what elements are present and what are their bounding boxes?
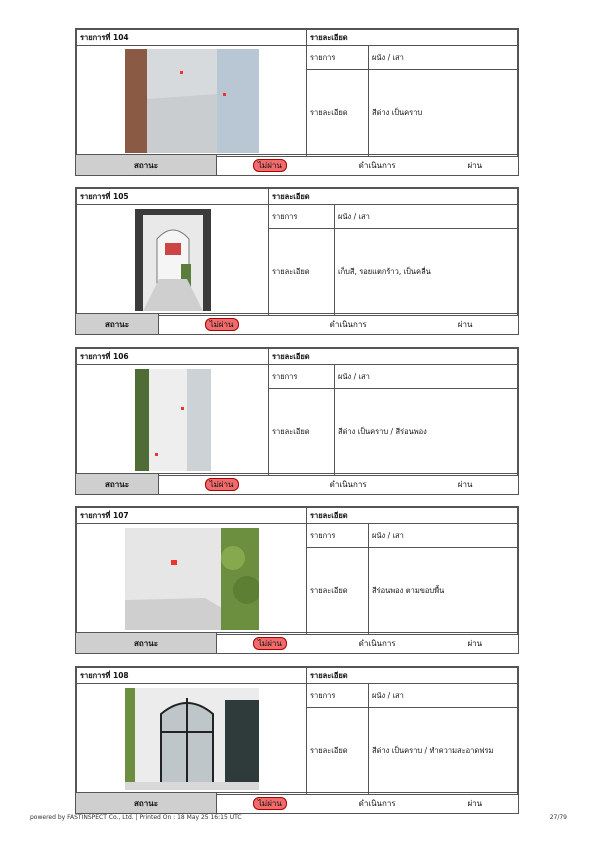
item-label: รายการ bbox=[269, 365, 335, 389]
item-photo[interactable] bbox=[77, 684, 307, 795]
detail-value: สีด่าง เป็นคราบ bbox=[369, 70, 518, 157]
status-label: สถานะ bbox=[76, 633, 217, 653]
detail-value: สีร่อนพอง ตามขอบพื้น bbox=[369, 548, 518, 635]
item-title: รายการที่ 107 bbox=[77, 508, 307, 524]
detail-label: รายละเอียด bbox=[269, 229, 335, 316]
status-label: สถานะ bbox=[76, 155, 217, 175]
item-label: รายการ bbox=[269, 205, 335, 229]
inspection-item-108 bbox=[75, 666, 519, 814]
detail-value: สีด่าง เป็นคราบ / ทำความสะอาดฟรม bbox=[369, 708, 518, 795]
photo-wall-base bbox=[125, 528, 259, 630]
inspection-item-104 bbox=[75, 28, 519, 176]
status-pass-option[interactable]: ผ่าน bbox=[457, 479, 473, 489]
photo-glass-door bbox=[125, 688, 259, 790]
detail-label: รายละเอียด bbox=[307, 70, 369, 157]
photo-column bbox=[135, 369, 211, 471]
status-bar bbox=[76, 473, 518, 494]
item-title: รายการที่ 106 bbox=[77, 349, 269, 365]
status-fail-option[interactable]: ไม่ผ่าน bbox=[253, 637, 287, 650]
detail-header: รายละเอียด bbox=[269, 349, 518, 365]
page-footer: powered by FASTINSPECT Co., Ltd. | Printed On : 18 May 25 16:15 UTC bbox=[30, 814, 242, 821]
status-label: สถานะ bbox=[76, 474, 159, 494]
status-in-progress-option[interactable]: ดำเนินการ bbox=[358, 638, 396, 648]
detail-header: รายละเอียด bbox=[307, 668, 518, 684]
status-in-progress-option[interactable]: ดำเนินการ bbox=[329, 319, 367, 329]
status-label: สถานะ bbox=[76, 793, 217, 813]
detail-value: เก็บสี, รอยแตกร้าว, เป็นคลื่น bbox=[335, 229, 518, 316]
status-bar bbox=[76, 313, 518, 334]
status-in-progress-option[interactable]: ดำเนินการ bbox=[358, 798, 396, 808]
inspection-item-105 bbox=[75, 187, 519, 335]
status-bar bbox=[76, 792, 518, 813]
photo-wall-corner bbox=[125, 49, 259, 153]
item-value: ผนัง / เสา bbox=[369, 46, 518, 70]
page-number: 27/79 bbox=[549, 814, 567, 821]
item-photo[interactable] bbox=[77, 524, 307, 635]
item-label: รายการ bbox=[307, 684, 369, 708]
status-fail-option[interactable]: ไม่ผ่าน bbox=[253, 797, 287, 810]
item-value: ผนัง / เสา bbox=[335, 365, 518, 389]
status-pass-option[interactable]: ผ่าน bbox=[457, 319, 473, 329]
inspection-item-107 bbox=[75, 506, 519, 654]
status-in-progress-option[interactable]: ดำเนินการ bbox=[329, 479, 367, 489]
status-label: สถานะ bbox=[76, 314, 159, 334]
status-pass-option[interactable]: ผ่าน bbox=[467, 638, 483, 648]
inspection-item-106 bbox=[75, 347, 519, 495]
detail-label: รายละเอียด bbox=[269, 389, 335, 476]
item-label: รายการ bbox=[307, 46, 369, 70]
item-photo[interactable] bbox=[77, 205, 269, 316]
item-value: ผนัง / เสา bbox=[369, 524, 518, 548]
item-photo[interactable] bbox=[77, 365, 269, 476]
item-value: ผนัง / เสา bbox=[335, 205, 518, 229]
status-pass-option[interactable]: ผ่าน bbox=[467, 160, 483, 170]
item-title: รายการที่ 104 bbox=[77, 30, 307, 46]
status-bar bbox=[76, 154, 518, 175]
status-fail-option[interactable]: ไม่ผ่าน bbox=[205, 318, 239, 331]
item-title: รายการที่ 105 bbox=[77, 189, 269, 205]
status-fail-option[interactable]: ไม่ผ่าน bbox=[205, 478, 239, 491]
status-fail-option[interactable]: ไม่ผ่าน bbox=[253, 159, 287, 172]
status-bar bbox=[76, 632, 518, 653]
detail-label: รายละเอียด bbox=[307, 548, 369, 635]
item-label: รายการ bbox=[307, 524, 369, 548]
status-in-progress-option[interactable]: ดำเนินการ bbox=[358, 160, 396, 170]
detail-label: รายละเอียด bbox=[307, 708, 369, 795]
item-title: รายการที่ 108 bbox=[77, 668, 307, 684]
detail-header: รายละเอียด bbox=[269, 189, 518, 205]
status-pass-option[interactable]: ผ่าน bbox=[467, 798, 483, 808]
photo-arched-corridor bbox=[135, 209, 211, 311]
item-photo[interactable] bbox=[77, 46, 307, 157]
detail-header: รายละเอียด bbox=[307, 508, 518, 524]
detail-value: สีด่าง เป็นคราบ / สีร่อนพอง bbox=[335, 389, 518, 476]
item-value: ผนัง / เสา bbox=[369, 684, 518, 708]
detail-header: รายละเอียด bbox=[307, 30, 518, 46]
